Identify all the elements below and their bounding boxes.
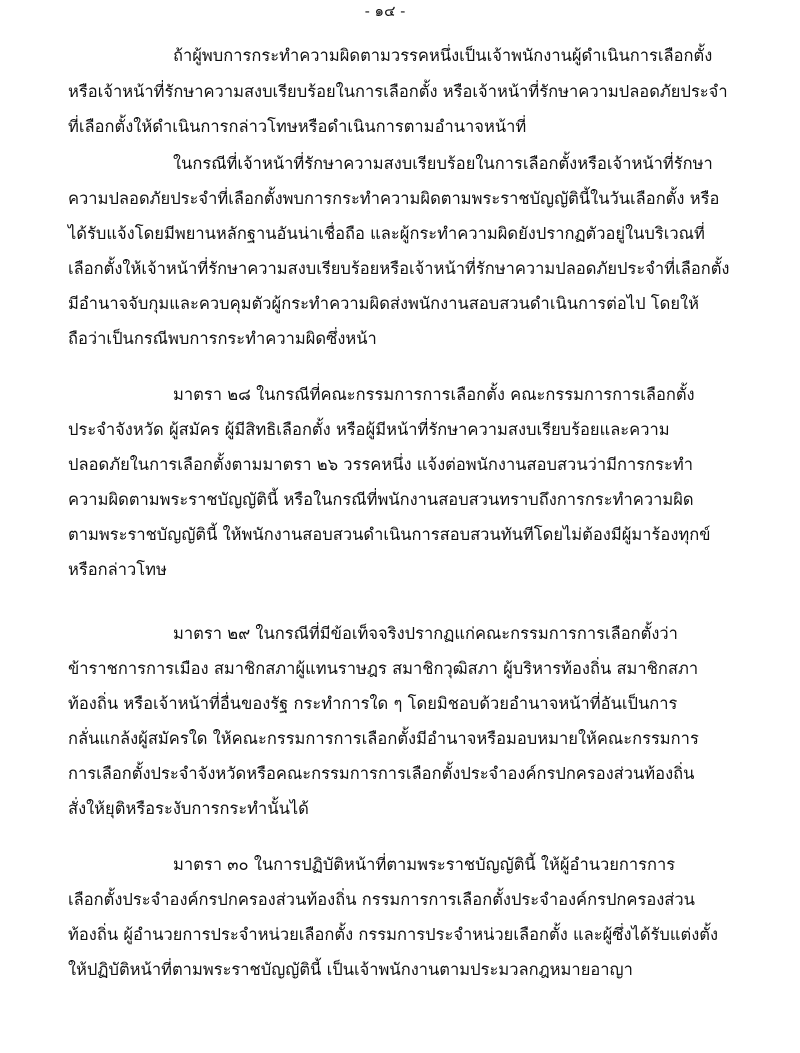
paragraph-line: หรือเจ้าหน้าที่รักษาความสงบเรียบร้อยในการเลือกตั้ง หรือเจ้าหน้าที่รักษาความปลอดภัยประจำ [68, 82, 728, 101]
paragraph-line: การเลือกตั้งประจำจังหวัดหรือคณะกรรมการการเลือกตั้งประจำองค์กรปกครองส่วนท้องถิ่น [68, 764, 695, 783]
section-29-line: มาตรา ๒๙ ในกรณีที่มีข้อเท็จจริงปรากฏแก่คณะกรรมการการเลือกตั้งว่า [173, 624, 678, 643]
paragraph-line: สั่งให้ยุติหรือระงับการกระทำนั้นได้ [68, 799, 309, 818]
paragraph-line: ท้องถิ่น หรือเจ้าหน้าที่อื่นของรัฐ กระทำการใด ๆ โดยมิชอบด้วยอำนาจหน้าที่อันเป็นการ [68, 694, 678, 713]
paragraph-line: มีอำนาจจับกุมและควบคุมตัวผู้กระทำความผิดส่งพนักงานสอบสวนดำเนินการต่อไป โดยให้ [68, 294, 699, 313]
paragraph-line: ที่เลือกตั้งให้ดำเนินการกล่าวโทษหรือดำเนินการตามอำนาจหน้าที่ [68, 117, 527, 136]
paragraph-line: ข้าราชการการเมือง สมาชิกสภาผู้แทนราษฎร สมาชิกวุฒิสภา ผู้บริหารท้องถิ่น สมาชิกสภา [68, 659, 699, 678]
paragraph-line: ความปลอดภัยประจำที่เลือกตั้งพบการกระทำความผิดตามพระราชบัญญัตินี้ในวันเลือกตั้ง หรือ [68, 189, 720, 208]
paragraph-line: ได้รับแจ้งโดยมีพยานหลักฐานอันน่าเชื่อถือ และผู้กระทำความผิดยังปรากฏตัวอยู่ในบริเวณที่ [68, 224, 705, 243]
section-28-line: มาตรา ๒๘ ในกรณีที่คณะกรรมการการเลือกตั้ง คณะกรรมการการเลือกตั้ง [173, 385, 695, 404]
paragraph-line: ถ้าผู้พบการกระทำความผิดตามวรรคหนึ่งเป็นเจ้าพนักงานผู้ดำเนินการเลือกตั้ง [173, 46, 713, 65]
page-number: - ๑๔ - [364, 2, 406, 20]
paragraph-line: หรือกล่าวโทษ [68, 560, 167, 579]
paragraph-line: เลือกตั้งประจำองค์กรปกครองส่วนท้องถิ่น กรรมการการเลือกตั้งประจำองค์กรปกครองส่วน [68, 890, 695, 909]
paragraph-line: ปลอดภัยในการเลือกตั้งตามมาตรา ๒๖ วรรคหนึ่ง แจ้งต่อพนักงานสอบสวนว่ามีการกระทำ [68, 455, 693, 474]
paragraph-line: เลือกตั้งให้เจ้าหน้าที่รักษาความสงบเรียบร้อยหรือเจ้าหน้าที่รักษาความปลอดภัยประจำที่เลือกตั้ง [68, 259, 730, 278]
paragraph-line: ท้องถิ่น ผู้อำนวยการประจำหน่วยเลือกตั้ง กรรมการประจำหน่วยเลือกตั้ง และผู้ซึ่งได้รับแต่งตั้ง [68, 925, 719, 944]
paragraph-line: ถือว่าเป็นกรณีพบการกระทำความผิดซึ่งหน้า [68, 329, 377, 348]
section-30-line: มาตรา ๓๐ ในการปฏิบัติหน้าที่ตามพระราชบัญญัตินี้ ให้ผู้อำนวยการการ [173, 855, 676, 874]
paragraph-line: ตามพระราชบัญญัตินี้ ให้พนักงานสอบสวนดำเนินการสอบสวนทันทีโดยไม่ต้องมีผู้มาร้องทุกข์ [68, 525, 711, 544]
paragraph-line: ในกรณีที่เจ้าหน้าที่รักษาความสงบเรียบร้อยในการเลือกตั้งหรือเจ้าหน้าที่รักษา [173, 154, 713, 173]
paragraph-line: ประจำจังหวัด ผู้สมัคร ผู้มีสิทธิเลือกตั้ง หรือผู้มีหน้าที่รักษาความสงบเรียบร้อยและความ [68, 420, 670, 439]
paragraph-line: กลั่นแกล้งผู้สมัครใด ให้คณะกรรมการการเลือกตั้งมีอำนาจหรือมอบหมายให้คณะกรรมการ [68, 729, 699, 748]
paragraph-line: ให้ปฏิบัติหน้าที่ตามพระราชบัญญัตินี้ เป็นเจ้าพนักงานตามประมวลกฎหมายอาญา [68, 960, 633, 979]
paragraph-line: ความผิดตามพระราชบัญญัตินี้ หรือในกรณีที่พนักงานสอบสวนทราบถึงการกระทำความผิด [68, 490, 694, 509]
